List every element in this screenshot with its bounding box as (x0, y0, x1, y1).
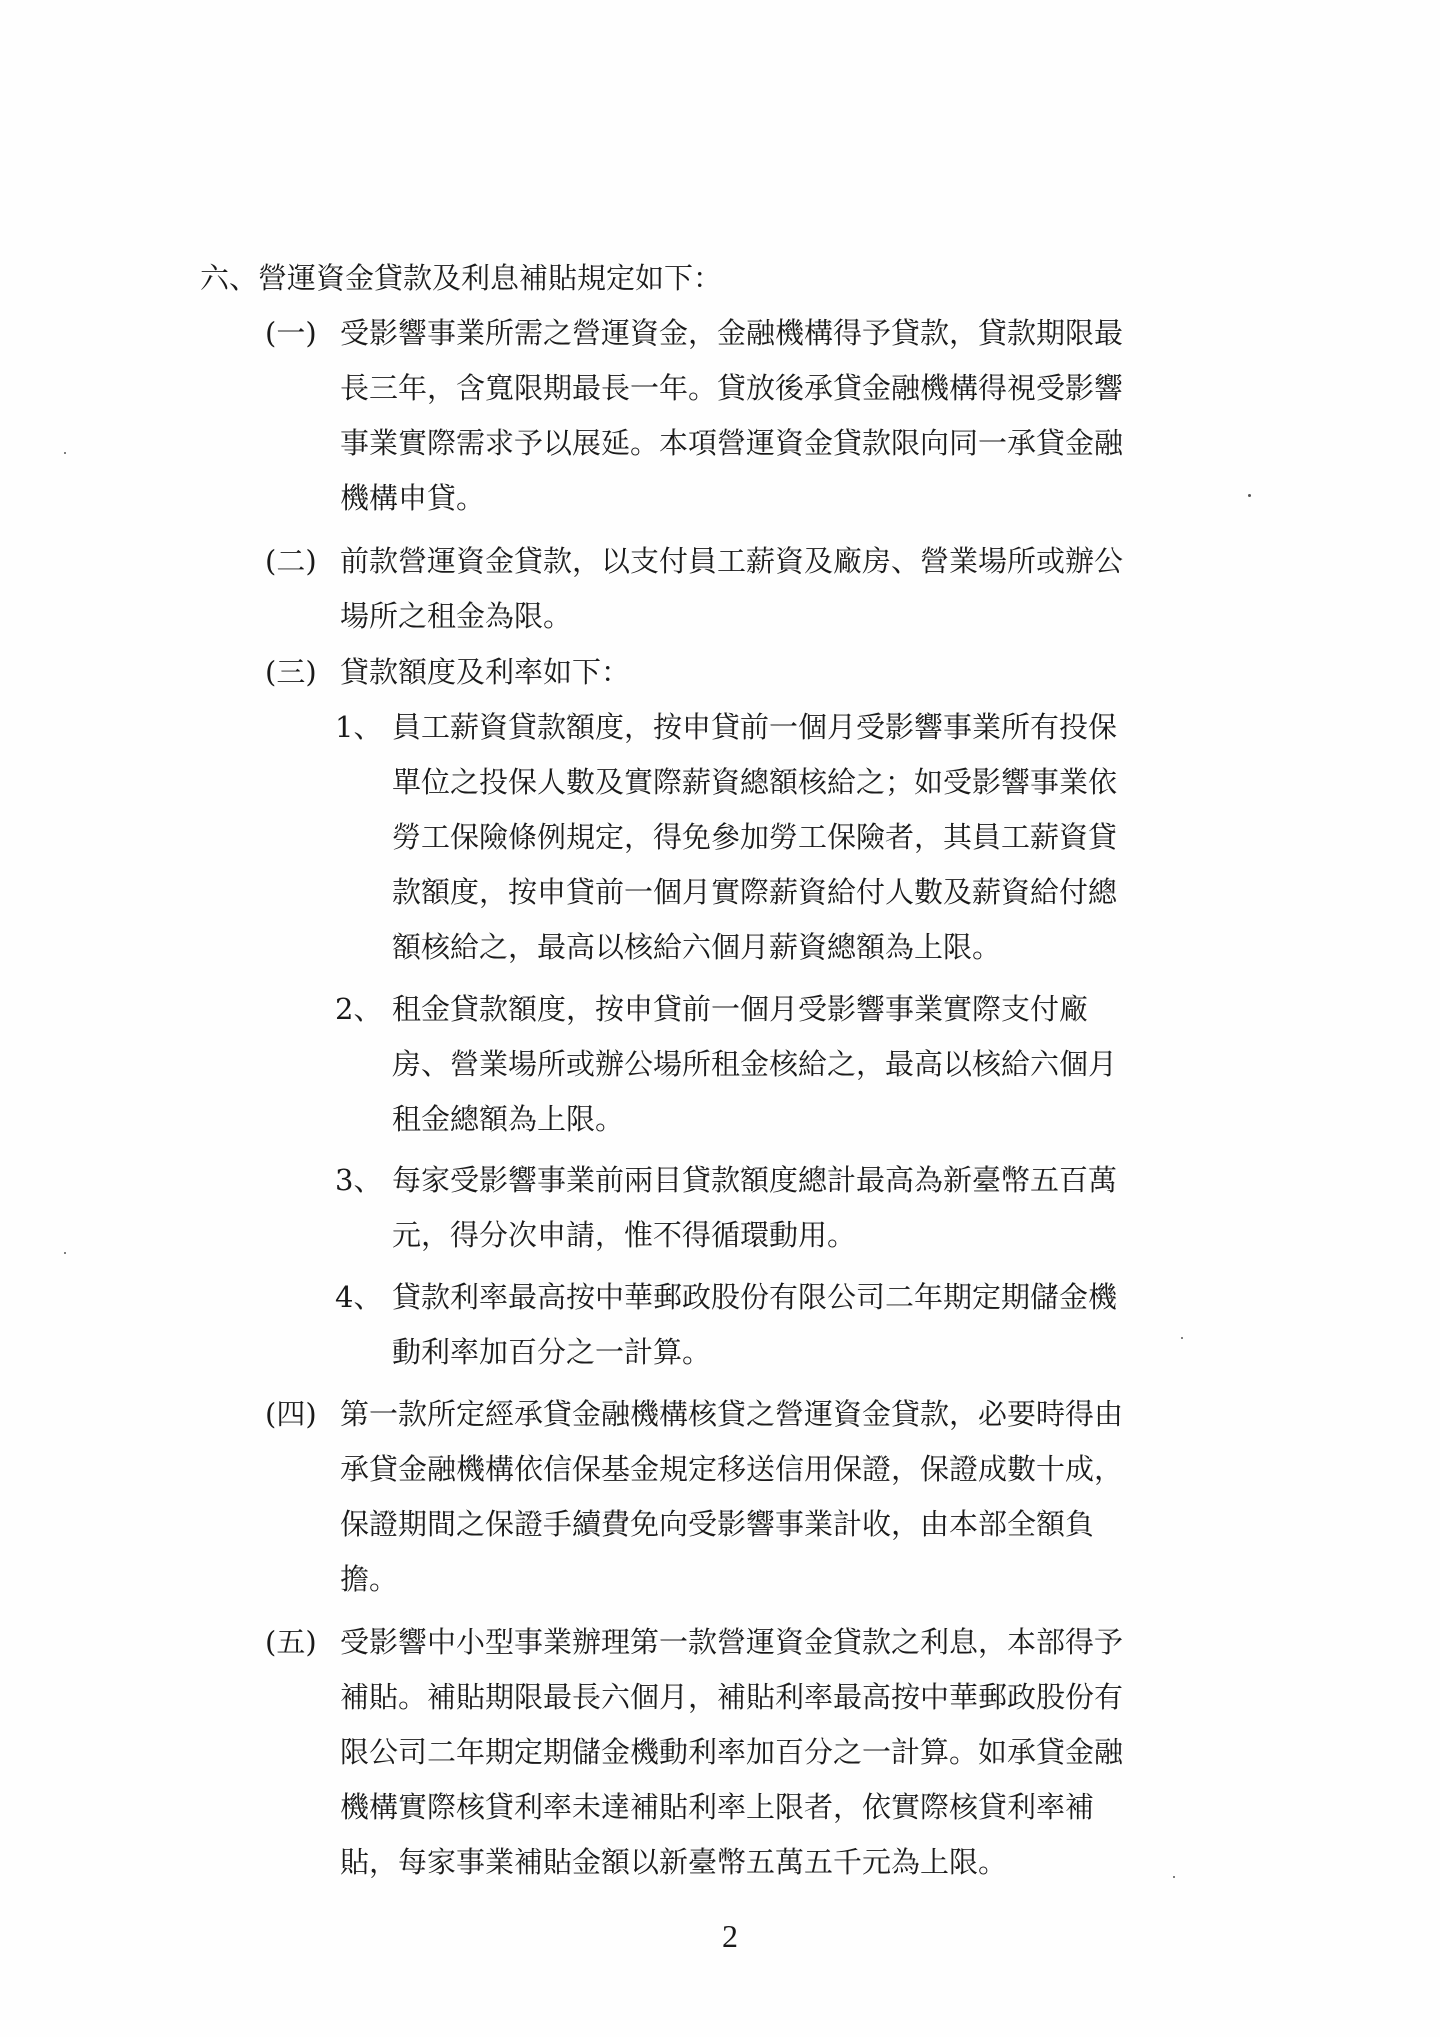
section-4-line: 保證期間之保證手續費免向受影響事業計收，由本部全額負 (340, 1507, 1095, 1541)
page-number: 2 (722, 1918, 738, 1954)
scan-speck (1173, 1876, 1175, 1878)
section-1-line: 機構申貸。 (340, 481, 486, 515)
section-label-3: (三) (265, 655, 317, 689)
section-heading: 六、營運資金貸款及利息補貼規定如下： (200, 261, 723, 295)
section-label-4: (四) (265, 1397, 317, 1431)
section-5-line: 受影響中小型事業辦理第一款營運資金貸款之利息，本部得予 (340, 1625, 1124, 1659)
item-label-3: 3、 (335, 1163, 383, 1197)
section-1-line: 長三年，含寬限期最長一年。貸放後承貸金融機構得視受影響 (340, 371, 1124, 405)
section-2-line: 場所之租金為限。 (340, 599, 573, 633)
item-1-line: 單位之投保人數及實際薪資總額核給之；如受影響事業依 (392, 765, 1118, 799)
scan-speck (1248, 494, 1251, 497)
scan-speck (64, 452, 66, 454)
section-4-line: 第一款所定經承貸金融機構核貸之營運資金貸款，必要時得由 (340, 1397, 1124, 1431)
item-3-line: 每家受影響事業前兩目貸款額度總計最高為新臺幣五百萬 (392, 1163, 1118, 1197)
item-label-2: 2、 (335, 992, 383, 1026)
item-3-line: 元，得分次申請，惟不得循環動用。 (392, 1218, 857, 1252)
item-label-4: 4、 (335, 1280, 383, 1314)
section-1-line: 事業實際需求予以展延。本項營運資金貸款限向同一承貸金融 (340, 426, 1124, 460)
item-2-line: 租金貸款額度，按申貸前一個月受影響事業實際支付廠 (392, 992, 1089, 1026)
item-2-line: 租金總額為上限。 (392, 1102, 625, 1136)
section-1-line: 受影響事業所需之營運資金，金融機構得予貸款，貸款期限最 (340, 316, 1124, 350)
section-5-line: 補貼。補貼期限最長六個月，補貼利率最高按中華郵政股份有 (340, 1680, 1124, 1714)
item-1-line: 額核給之，最高以核給六個月薪資總額為上限。 (392, 930, 1002, 964)
item-label-1: 1、 (335, 710, 383, 744)
section-3-line: 貸款額度及利率如下： (340, 655, 631, 689)
section-2-line: 前款營運資金貸款，以支付員工薪資及廠房、營業場所或辦公 (340, 544, 1124, 578)
scan-speck (64, 1252, 66, 1254)
section-5-line: 機構實際核貸利率未達補貼利率上限者，依實際核貸利率補 (340, 1790, 1095, 1824)
section-label-5: (五) (265, 1625, 317, 1659)
section-label-1: (一) (265, 316, 317, 350)
item-4-line: 貸款利率最高按中華郵政股份有限公司二年期定期儲金機 (392, 1280, 1118, 1314)
item-4-line: 動利率加百分之一計算。 (392, 1335, 712, 1369)
section-4-line: 承貸金融機構依信保基金規定移送信用保證，保證成數十成， (340, 1452, 1124, 1486)
section-label-2: (二) (265, 544, 317, 578)
section-4-line: 擔。 (340, 1562, 399, 1596)
item-1-line: 員工薪資貸款額度，按申貸前一個月受影響事業所有投保 (392, 710, 1118, 744)
item-1-line: 勞工保險條例規定，得免參加勞工保險者，其員工薪資貸 (392, 820, 1118, 854)
scan-speck (1181, 1337, 1183, 1339)
item-2-line: 房、營業場所或辦公場所租金核給之，最高以核給六個月 (392, 1047, 1118, 1081)
item-1-line: 款額度，按申貸前一個月實際薪資給付人數及薪資給付總 (392, 875, 1118, 909)
section-5-line: 貼，每家事業補貼金額以新臺幣五萬五千元為上限。 (340, 1845, 1008, 1879)
section-5-line: 限公司二年期定期儲金機動利率加百分之一計算。如承貸金融 (340, 1735, 1124, 1769)
